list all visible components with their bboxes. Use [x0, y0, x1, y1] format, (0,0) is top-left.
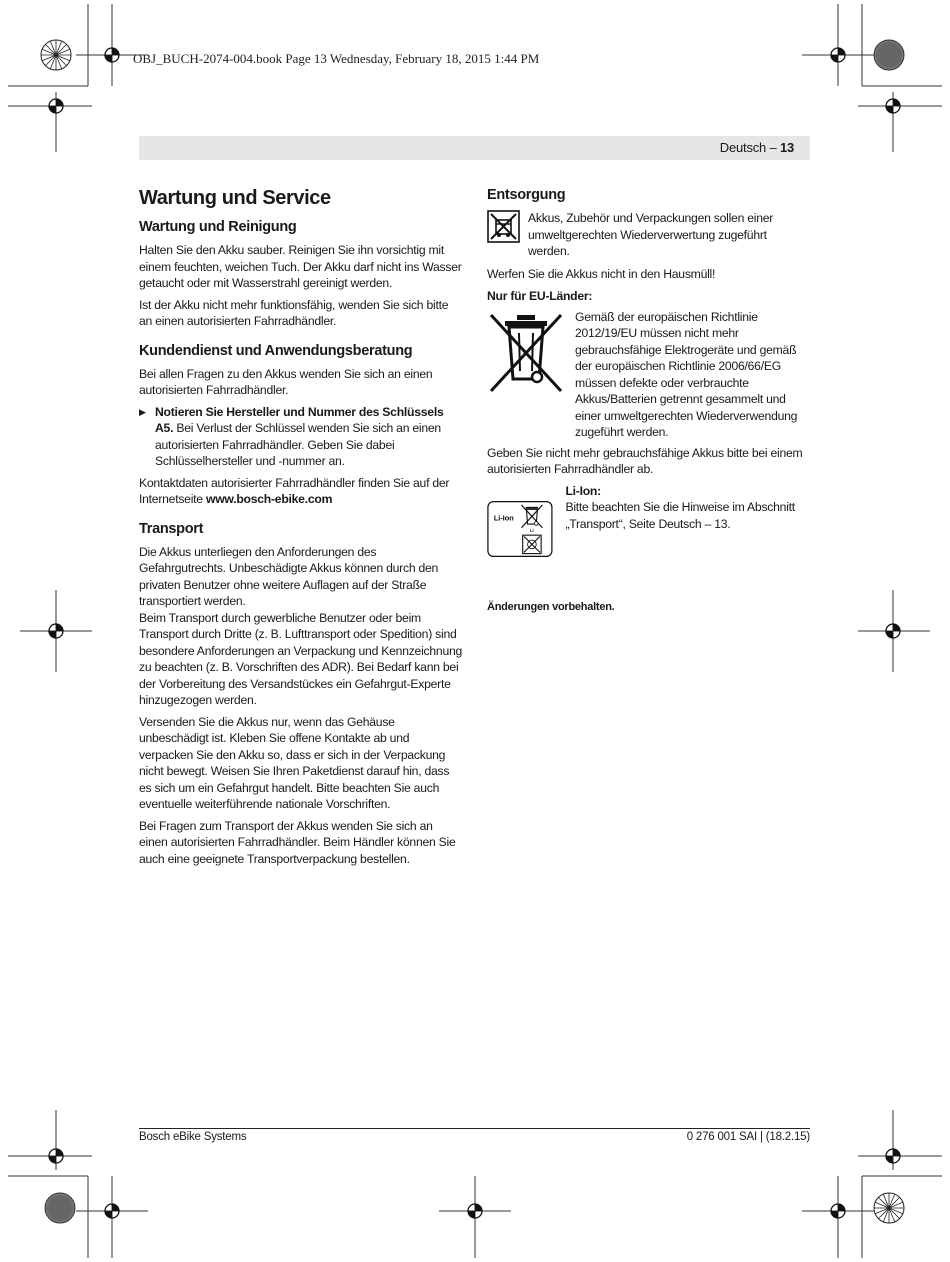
maintenance-heading: Wartung und Reinigung [139, 219, 297, 235]
key-note-bullet [139, 404, 464, 470]
key-note-text [155, 404, 464, 470]
page-header-bar [139, 136, 810, 160]
li-ion-recycling-icon [487, 483, 553, 575]
contact-paragraph [139, 475, 464, 508]
eu-directive-block [487, 309, 810, 441]
registration-mark-icon [881, 619, 905, 643]
changes-notice: Änderungen vorbehalten. [487, 600, 615, 613]
li-ion-text: Bitte beachten Sie die Hinweise im Abschnitt „Transport“, Seite Deutsch – 13. [565, 500, 795, 531]
transport-paragraph-1b: Beim Transport durch gewerbliche Benutzer oder beim Transport durch Dritte (z. B. Lufttransport oder Spedition) sind besondere Anforderungen an Verpackung und Kennzeichnung zu beachten (z. B. Vorschriften des ADR). Bei Bedarf kann bei der Vorbereitung des Versandstückes ein Gefahrgut-Experte hinzugezogen werden. [139, 610, 463, 707]
maintenance-paragraph-1: Halten Sie den Akku sauber. Reinigen Sie ihn vorsichtig mit einem feuchten, weichen Tuch. Der Akku darf nicht ins Wasser getaucht oder mit Wasserstrahl gereinigt werden. [139, 243, 462, 290]
service-heading: Kundendienst und Anwendungsberatung [139, 342, 413, 359]
li-small-label: Li [530, 527, 534, 533]
recycle-cross-icon [487, 210, 520, 243]
registration-mark-icon [44, 619, 68, 643]
language-label: Deutsch [719, 140, 767, 155]
registration-mark-icon [881, 1144, 905, 1168]
transport-paragraph-2: Versenden Sie die Akkus nur, wenn das Gehäuse unbeschädigt ist. Kleben Sie offene Kontakte ab und verpacken Sie den Akku so, dass er sich in der Verpackung nicht bewegt. Weisen Sie Ihren Paketdienst darauf hin, dass es sich um ein Gefahrgut handelt. Bitte beachten Sie auch eventuelle weiterführende nationale Vorschriften. [139, 714, 450, 811]
footer-rule [139, 1128, 810, 1129]
color-wheel-icon [872, 1191, 906, 1225]
service-paragraph-1: Bei allen Fragen zu den Akkus wenden Sie sich an einen autorisierten Fahrradhändler. [139, 366, 433, 397]
color-wheel-icon [39, 38, 73, 72]
registration-mark-icon [100, 43, 124, 67]
print-header: OBJ_BUCH-2074-004.book Page 13 Wednesday, February 18, 2015 1:44 PM [133, 51, 540, 66]
left-column [139, 186, 464, 872]
eu-directive-text: Gemäß der europäischen Richtlinie 2012/19/EU müssen nicht mehr gebrauchsfähige Elektrogeräte und gemäß der europäischen Richtlinie 2006/66/EG müssen defekte oder verbrauchte Akkus/Batterien getrennt gesammelt und einer umweltgerechten Wiederverwendung zugeführt werden. [575, 309, 798, 439]
footer-doc-number: 0 276 001 SAI | (18.2.15) [686, 1131, 810, 1143]
disposal-paragraph-3: Geben Sie nicht mehr gebrauchsfähige Akkus bitte bei einem autorisierten Fahrradhändler ab. [487, 445, 803, 476]
registration-mark-icon [100, 1199, 124, 1223]
registration-mark-icon [881, 94, 905, 118]
page-header-text [720, 140, 794, 155]
recycling-note-text: Akkus, Zubehör und Verpackungen sollen einer umweltgerechten Wiederverwertung zugeführt werden. [528, 211, 774, 258]
li-ion-heading: Li-Ion: [565, 483, 601, 498]
color-wheel-icon [872, 38, 906, 72]
maintenance-paragraph-2: Ist der Akku nicht mehr funktionsfähig, wenden Sie sich bitte an einen autorisierten Fahrradhändler. [139, 297, 449, 328]
disposal-heading: Entsorgung [487, 187, 566, 203]
registration-mark-icon [826, 1199, 850, 1223]
contact-url-link[interactable]: www.bosch-ebike.com [205, 492, 333, 506]
li-ion-icon-label: Li-Ion [493, 512, 514, 522]
section-title: Wartung und Service [139, 187, 331, 209]
footer-publisher: Bosch eBike Systems [139, 1131, 247, 1143]
disposal-paragraph-2: Werfen Sie die Akkus nicht in den Hausmüll! [487, 266, 716, 281]
key-note-rest: Bei Verlust der Schlüssel wenden Sie sich an einen autorisierten Fahrradhändler. Geben Sie dabei Schlüsselhersteller und -nummer an. [155, 421, 441, 468]
eu-heading: Nur für EU-Länder: [487, 289, 593, 303]
crossed-bin-icon [487, 309, 565, 397]
color-wheel-icon [43, 1191, 77, 1225]
registration-mark-icon [44, 94, 68, 118]
key-note-bold: Notieren Sie Hersteller und Nummer des Schlüssels A5. [155, 404, 444, 435]
li-ion-block [487, 483, 810, 575]
li-ion-text-block [565, 483, 810, 575]
registration-mark-icon [826, 43, 850, 67]
transport-paragraph-3: Bei Fragen zum Transport der Akkus wenden Sie sich an einen autorisierten Fahrradhändler. Beim Händler können Sie auch eine geeignete Transportverpackung bestellen. [139, 818, 456, 866]
transport-heading: Transport [139, 520, 204, 537]
page-separator: – [766, 140, 780, 155]
right-column [487, 186, 810, 615]
contact-text: Kontaktdaten autorisierter Fahrradhändler finden Sie auf der Internetseite [139, 475, 450, 506]
bullet-triangle-icon: ▶ [139, 406, 146, 417]
registration-mark-icon [44, 1144, 68, 1168]
transport-paragraph-1: Die Akkus unterliegen den Anforderungen des Gefahrgutrechts. Unbeschädigte Akkus können durch den privaten Benutzer ohne weitere Auflagen auf der Straße transportiert werden. [139, 544, 439, 608]
page-number: 13 [779, 140, 794, 155]
registration-mark-icon [463, 1199, 487, 1223]
recycling-note [487, 210, 810, 260]
